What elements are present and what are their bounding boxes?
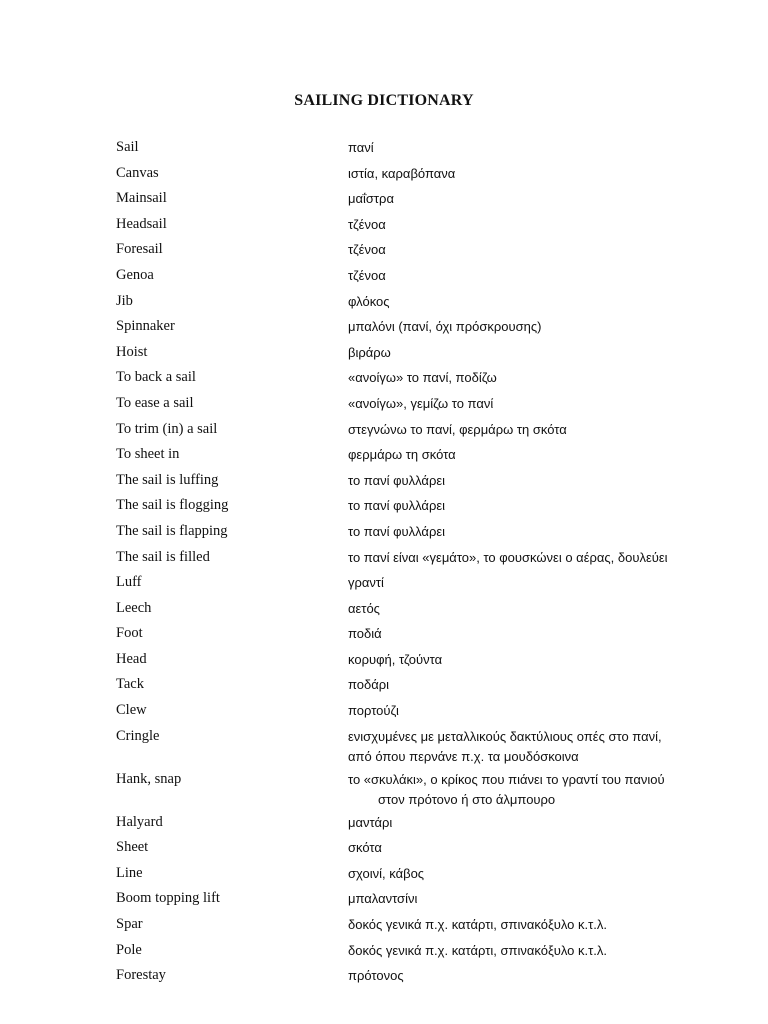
english-term: To back a sail bbox=[116, 369, 196, 386]
greek-translation: μπαλαντσίνι bbox=[348, 891, 418, 907]
greek-translation-line-2: στον πρότονο ή στο άλμπουρο bbox=[378, 791, 556, 807]
list-item bbox=[116, 315, 736, 341]
english-term: Sheet bbox=[116, 839, 149, 856]
english-term: Leech bbox=[116, 599, 152, 616]
greek-translation: σχοινί, κάβος bbox=[348, 865, 425, 881]
list-item bbox=[116, 622, 736, 648]
english-term: The sail is flogging bbox=[116, 497, 229, 514]
list-item bbox=[116, 520, 736, 546]
greek-translation: ιστία, καραβόπανα bbox=[348, 165, 456, 181]
english-term: Foresail bbox=[116, 241, 163, 258]
greek-translation: δοκός γενικά π.χ. κατάρτι, σπινακόξυλο κ.τ.λ. bbox=[348, 917, 607, 933]
english-term: Hoist bbox=[116, 343, 148, 360]
greek-translation bbox=[348, 768, 736, 810]
english-term: To ease a sail bbox=[116, 394, 194, 411]
greek-translation: μπαλόνι (πανί, όχι πρόσκρουσης) bbox=[348, 319, 542, 335]
greek-translation: το πανί είναι «γεμάτο», το φουσκώνει ο αέρας, δουλεύει bbox=[348, 549, 668, 565]
english-term: To trim (in) a sail bbox=[116, 420, 218, 437]
english-term: Halyard bbox=[116, 813, 163, 830]
greek-translation: «ανοίγω» το πανί, ποδίζω bbox=[348, 370, 497, 386]
english-term: Clew bbox=[116, 702, 147, 719]
english-term: Forestay bbox=[116, 967, 166, 984]
list-item bbox=[116, 811, 736, 837]
list-item bbox=[116, 699, 736, 725]
greek-translation: πρότονος bbox=[348, 968, 404, 984]
list-item bbox=[116, 187, 736, 213]
greek-translation: δοκός γενικά π.χ. κατάρτι, σπινακόξυλο κ.τ.λ. bbox=[348, 942, 607, 958]
english-term: Spar bbox=[116, 916, 143, 933]
greek-translation: τζένοα bbox=[348, 242, 386, 258]
list-item bbox=[116, 913, 736, 939]
english-term: Luff bbox=[116, 574, 142, 591]
greek-translation: φλόκος bbox=[348, 293, 390, 309]
list-item bbox=[116, 546, 736, 572]
greek-translation-line-1: ενισχυμένες με μεταλλικούς δακτύλιους οπές στο πανί, bbox=[348, 728, 662, 744]
english-term: Head bbox=[116, 650, 147, 667]
page-title: SAILING DICTIONARY bbox=[294, 92, 474, 109]
english-term: Headsail bbox=[116, 215, 167, 232]
english-term: Tack bbox=[116, 676, 144, 693]
list-item bbox=[116, 768, 736, 811]
list-item bbox=[116, 673, 736, 699]
list-item bbox=[116, 264, 736, 290]
greek-translation: κορυφή, τζούντα bbox=[348, 651, 443, 667]
list-item bbox=[116, 597, 736, 623]
english-term: Hank, snap bbox=[116, 770, 182, 787]
list-item bbox=[116, 418, 736, 444]
list-item bbox=[116, 392, 736, 418]
greek-translation: σκότα bbox=[348, 840, 382, 856]
list-item bbox=[116, 887, 736, 913]
greek-translation: φερμάρω τη σκότα bbox=[348, 447, 456, 463]
greek-translation: το πανί φυλλάρει bbox=[348, 523, 446, 539]
greek-translation: μαντάρι bbox=[348, 814, 393, 830]
greek-translation: το πανί φυλλάρει bbox=[348, 472, 446, 488]
list-item bbox=[116, 341, 736, 367]
greek-translation: πορτούζι bbox=[348, 703, 399, 719]
greek-translation: βιράρω bbox=[348, 344, 391, 360]
greek-translation: τζένοα bbox=[348, 216, 386, 232]
list-item bbox=[116, 725, 736, 768]
greek-translation: το πανί φυλλάρει bbox=[348, 498, 446, 514]
english-term: Canvas bbox=[116, 164, 159, 181]
english-term: Jib bbox=[116, 292, 133, 309]
english-term: Mainsail bbox=[116, 190, 167, 207]
english-term: The sail is luffing bbox=[116, 471, 219, 488]
list-item bbox=[116, 443, 736, 469]
list-item bbox=[116, 136, 736, 162]
greek-translation-line-2: από όπου περνάνε π.χ. τα μουδόσκοινα bbox=[348, 748, 579, 764]
list-item bbox=[116, 469, 736, 495]
greek-translation: ποδιά bbox=[348, 626, 382, 642]
list-item bbox=[116, 571, 736, 597]
list-item bbox=[116, 366, 736, 392]
greek-translation: τζένοα bbox=[348, 267, 386, 283]
greek-translation: μαΐστρα bbox=[348, 191, 394, 207]
english-term: The sail is flapping bbox=[116, 522, 228, 539]
dictionary-list bbox=[116, 136, 736, 990]
english-term: Pole bbox=[116, 941, 142, 958]
list-item bbox=[116, 964, 736, 990]
greek-translation: γραντί bbox=[348, 575, 384, 591]
english-term: Genoa bbox=[116, 266, 154, 283]
greek-translation-line-1: το «σκυλάκι», ο κρίκος που πιάνει το γραντί του πανιού bbox=[348, 771, 665, 787]
english-term: The sail is filled bbox=[116, 548, 210, 565]
list-item bbox=[116, 648, 736, 674]
greek-translation: στεγνώνω το πανί, φερμάρω τη σκότα bbox=[348, 421, 567, 437]
greek-translation: ποδάρι bbox=[348, 677, 390, 693]
list-item bbox=[116, 939, 736, 965]
list-item bbox=[116, 290, 736, 316]
list-item bbox=[116, 162, 736, 188]
english-term: Cringle bbox=[116, 727, 160, 744]
list-item bbox=[116, 238, 736, 264]
english-term: Sail bbox=[116, 139, 139, 155]
english-term: To sheet in bbox=[116, 446, 180, 463]
english-term: Spinnaker bbox=[116, 318, 175, 335]
list-item bbox=[116, 836, 736, 862]
english-term: Foot bbox=[116, 625, 143, 642]
list-item bbox=[116, 862, 736, 888]
greek-translation: «ανοίγω», γεμίζω το πανί bbox=[348, 395, 494, 411]
greek-translation: αετός bbox=[348, 600, 380, 616]
list-item bbox=[116, 494, 736, 520]
english-term: Line bbox=[116, 864, 143, 881]
greek-translation bbox=[348, 725, 736, 767]
greek-translation: πανί bbox=[348, 140, 374, 155]
english-term: Boom topping lift bbox=[116, 890, 220, 907]
list-item bbox=[116, 213, 736, 239]
